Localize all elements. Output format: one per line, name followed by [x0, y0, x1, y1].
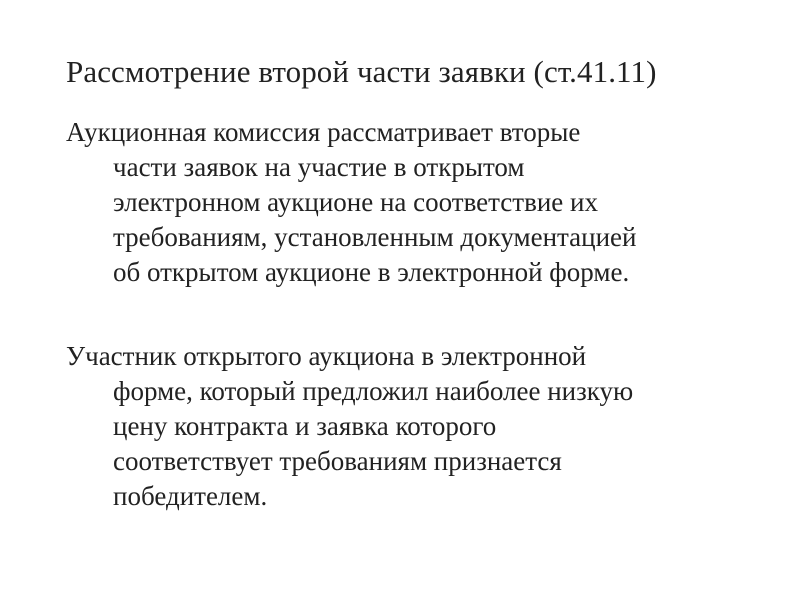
paragraph-line: электронном аукционе на соответствие их — [113, 187, 598, 217]
paragraph-line: об открытом аукционе в электронной форме. — [113, 257, 630, 287]
paragraph-winner — [66, 339, 766, 514]
slide-title: Рассмотрение второй части заявки (ст.41.11) — [66, 54, 657, 89]
paragraph-line: части заявок на участие в открытом — [113, 152, 525, 182]
paragraph-line: Аукционная комиссия рассматривает вторые — [66, 117, 581, 147]
paragraph-line: соответствует требованиям признается — [113, 446, 562, 476]
paragraph-line: Участник открытого аукциона в электронной — [66, 341, 587, 371]
paragraph-line: цену контракта и заявка которого — [113, 411, 497, 441]
paragraph-line: победителем. — [113, 481, 268, 511]
paragraph-line: требованиям, установленным документацией — [113, 222, 637, 252]
paragraph-auction-commission — [66, 115, 766, 290]
paragraph-line: форме, который предложил наиболее низкую — [113, 376, 634, 406]
